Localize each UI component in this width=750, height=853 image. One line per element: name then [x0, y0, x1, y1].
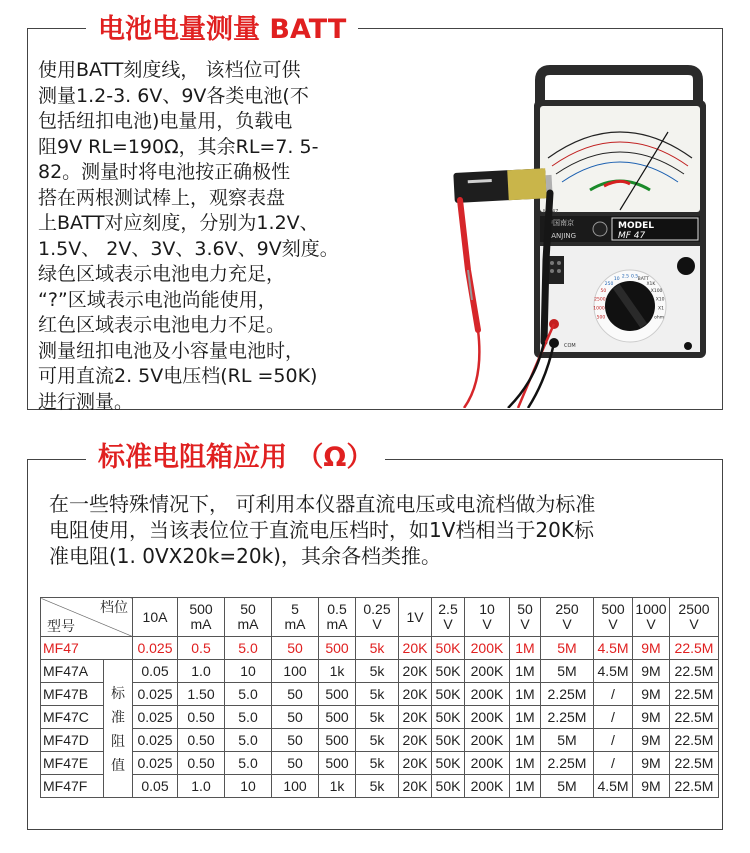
table-cell: 200K: [465, 683, 510, 706]
table-cell: 0.025: [133, 683, 178, 706]
table-cell: 9M: [633, 729, 670, 752]
column-header: [399, 598, 432, 637]
table-cell: 1M: [510, 706, 541, 729]
column-header: [510, 598, 541, 637]
table-cell: 1M: [510, 637, 541, 660]
table-row: [41, 637, 719, 660]
column-header-text: V: [562, 616, 572, 632]
table-cell: 9M: [633, 706, 670, 729]
dial-range-label: X1K: [646, 282, 656, 288]
table-cell: 0.025: [133, 729, 178, 752]
table-cell: 5M: [541, 637, 594, 660]
table-cell: 5.0: [225, 706, 272, 729]
table-cell: 5k: [356, 660, 399, 683]
column-header-text: mA: [284, 616, 306, 632]
model-cell: MF47: [41, 637, 133, 660]
column-header-text: V: [482, 616, 492, 632]
dial-range-label: 0.5: [631, 274, 639, 280]
battery-instructions-line: 进行测量。: [38, 390, 134, 413]
table-cell: 50: [272, 683, 319, 706]
table-cell: 1k: [319, 775, 356, 798]
table-cell: 200K: [465, 729, 510, 752]
model-cell: MF47C: [41, 706, 104, 729]
table-cell: 20K: [399, 729, 432, 752]
table-cell: 22.5M: [670, 752, 719, 775]
table-cell: 50: [272, 637, 319, 660]
table-cell: 5.0: [225, 637, 272, 660]
column-header: [541, 598, 594, 637]
table-cell: /: [594, 729, 633, 752]
table-cell: 0.05: [133, 660, 178, 683]
resistance-table: [40, 597, 719, 798]
table-cell: 10: [225, 775, 272, 798]
table-row: [41, 660, 719, 683]
resistor-description-text: [49, 491, 709, 569]
table-cell: 0.05: [133, 775, 178, 798]
table-cell: 9M: [633, 775, 670, 798]
table-cell: 500: [319, 729, 356, 752]
multimeter-illustration: [368, 60, 723, 408]
column-header: [356, 598, 399, 637]
column-header-text: 500: [189, 601, 213, 617]
table-cell: 20K: [399, 637, 432, 660]
model-cell: MF47A: [41, 660, 104, 683]
table-cell: 50: [272, 706, 319, 729]
table-cell: 200K: [465, 660, 510, 683]
table-cell: 5k: [356, 729, 399, 752]
table-cell: 22.5M: [670, 683, 719, 706]
table-cell: 1.0: [178, 660, 225, 683]
corner-model-label: 型号: [47, 618, 75, 634]
table-cell: 5k: [356, 752, 399, 775]
column-header: [133, 598, 178, 637]
table-cell: 20K: [399, 683, 432, 706]
table-cell: 22.5M: [670, 660, 719, 683]
resistor-section-title: 标准电阻箱应用 （Ω）: [86, 441, 385, 475]
table-cell: 4.5M: [594, 775, 633, 798]
column-header-text: 2.5: [438, 601, 458, 617]
battery-instructions-line: 82。测量时将电池按正确极性: [38, 161, 291, 183]
column-header-text: V: [689, 616, 699, 632]
column-header: [272, 598, 319, 637]
column-header-text: 2500: [678, 601, 710, 617]
battery-section-title: 电池电量测量 BATT: [86, 13, 358, 47]
column-header-text: 5: [291, 601, 299, 617]
table-cell: 0.5: [178, 637, 225, 660]
table-cell: 0.50: [178, 729, 225, 752]
resistor-description-line: 在一些特殊情况下， 可利用本仪器直流电压或电流档做为标准: [49, 492, 596, 516]
dial-range-label: 500: [596, 315, 606, 321]
table-cell: 0.025: [133, 752, 178, 775]
table-cell: 1M: [510, 729, 541, 752]
column-header-text: 1000: [635, 601, 667, 617]
column-header: [178, 598, 225, 637]
dial-range-label: X100: [650, 289, 663, 295]
column-header: [670, 598, 719, 637]
standard-resistance-char: 准: [111, 708, 125, 725]
table-cell: 0.50: [178, 706, 225, 729]
table-corner-cell: [41, 598, 133, 637]
column-header-text: mA: [190, 616, 212, 632]
table-cell: 200K: [465, 775, 510, 798]
column-header-text: mA: [326, 616, 348, 632]
dial-range-label: ohm: [654, 315, 665, 321]
table-cell: 200K: [465, 637, 510, 660]
table-cell: 1M: [510, 775, 541, 798]
table-cell: 100: [272, 660, 319, 683]
table-cell: 200K: [465, 752, 510, 775]
dial-range-label: X1: [658, 306, 664, 312]
table-cell: 9M: [633, 683, 670, 706]
table-cell: 1.50: [178, 683, 225, 706]
dial-range-label: 2.5: [621, 274, 629, 280]
dial-range-label: 50: [600, 289, 607, 295]
meter-brand-en-label: NANJING: [546, 232, 577, 240]
standard-resistance-char: 标: [111, 684, 125, 701]
meter-brand-label: 中国南京: [546, 219, 574, 227]
column-header-text: 500: [601, 601, 625, 617]
table-cell: 500: [319, 637, 356, 660]
meter-dial-small-label: MF-47: [543, 209, 559, 215]
table-cell: 4.5M: [594, 660, 633, 683]
table-cell: 500: [319, 683, 356, 706]
table-cell: 9M: [633, 637, 670, 660]
meter-com-label: COM: [564, 343, 576, 349]
dial-range-label: 250: [604, 282, 614, 288]
column-header-text: 0.5: [327, 601, 347, 617]
table-header-row: [41, 598, 719, 637]
table-cell: 20K: [399, 775, 432, 798]
battery-instructions-text: [38, 58, 378, 415]
table-cell: 10: [225, 660, 272, 683]
table-cell: 50K: [432, 683, 465, 706]
column-header-text: V: [608, 616, 618, 632]
table-cell: /: [594, 683, 633, 706]
table-cell: 100: [272, 775, 319, 798]
dial-range-label: 2500: [594, 297, 606, 303]
table-cell: 0.025: [133, 706, 178, 729]
table-row: [41, 729, 719, 752]
table-cell: 0.025: [133, 637, 178, 660]
battery-instructions-line: 使用BATT刻度线， 该档位可供: [38, 59, 301, 81]
table-cell: 1M: [510, 660, 541, 683]
column-header-text: V: [646, 616, 656, 632]
table-row: [41, 775, 719, 798]
table-cell: /: [594, 752, 633, 775]
dial-range-label: BATT: [637, 277, 649, 282]
resistor-description-line: 准电阻(1. 0VX20k=20k)，其余各档类推。: [49, 544, 441, 568]
table-row: [41, 752, 719, 775]
dial-range-label: 10: [613, 277, 620, 282]
table-cell: 20K: [399, 660, 432, 683]
model-cell: MF47B: [41, 683, 104, 706]
table-cell: 9M: [633, 752, 670, 775]
battery-instructions-line: 可用直流2. 5V电压档(RL =50K): [38, 365, 318, 387]
table-cell: 5.0: [225, 683, 272, 706]
column-header-text: 250: [555, 601, 579, 617]
battery-instructions-line: 红色区域表示电池电力不足。: [38, 314, 286, 336]
column-header-text: mA: [237, 616, 259, 632]
table-cell: 50K: [432, 706, 465, 729]
standard-resistance-char: 值: [111, 756, 125, 773]
column-header-text: 50: [240, 601, 256, 617]
table-cell: 5.0: [225, 752, 272, 775]
table-cell: 22.5M: [670, 775, 719, 798]
table-cell: 50K: [432, 637, 465, 660]
table-cell: 500: [319, 752, 356, 775]
table-cell: 50: [272, 752, 319, 775]
table-cell: 2.25M: [541, 683, 594, 706]
resistor-description-line: 电阻使用，当该表位位于直流电压档时，如1V档相当于20K标: [49, 518, 594, 542]
meter-model-value: MF 47: [618, 231, 646, 241]
standard-resistance-label: [104, 660, 133, 798]
model-cell: MF47E: [41, 752, 104, 775]
table-cell: 5M: [541, 729, 594, 752]
table-row: [41, 706, 719, 729]
column-header-text: V: [372, 616, 382, 632]
model-cell: MF47F: [41, 775, 104, 798]
battery-instructions-line: 绿色区域表示电池电力充足，: [38, 263, 286, 285]
table-cell: 0.50: [178, 752, 225, 775]
table-cell: 22.5M: [670, 637, 719, 660]
table-row: [41, 683, 719, 706]
table-cell: 2.25M: [541, 752, 594, 775]
table-cell: 50K: [432, 752, 465, 775]
dial-range-label: X10: [655, 297, 665, 303]
table-cell: 50K: [432, 775, 465, 798]
table-cell: 50K: [432, 729, 465, 752]
column-header-text: V: [520, 616, 530, 632]
column-header: [633, 598, 670, 637]
table-cell: 9M: [633, 660, 670, 683]
standard-resistance-char: 阻: [111, 732, 125, 749]
column-header-text: 0.25: [363, 601, 391, 617]
model-cell: MF47D: [41, 729, 104, 752]
battery-instructions-line: 搭在两根测试棒上，观察表盘: [38, 186, 286, 209]
table-cell: 5k: [356, 706, 399, 729]
battery-instructions-line: 测量1.2-3. 6V、9V各类电池(不: [38, 84, 309, 107]
table-cell: 4.5M: [594, 637, 633, 660]
table-cell: 1M: [510, 683, 541, 706]
table-cell: 500: [319, 706, 356, 729]
table-cell: 1M: [510, 752, 541, 775]
meter-model-label: MODEL: [618, 221, 654, 231]
battery-instructions-line: 测量纽扣电池及小容量电池时，: [38, 339, 305, 362]
column-header-text: 1V: [406, 608, 424, 625]
battery-instructions-line: “?”区域表示电池尚能使用，: [38, 288, 277, 311]
table-cell: /: [594, 706, 633, 729]
column-header-text: V: [443, 616, 453, 632]
battery-instructions-line: 阻9V RL=190Ω，其余RL=7. 5-: [38, 135, 319, 158]
battery-instructions-line: 包括纽扣电池)电量用，负载电: [38, 110, 293, 132]
table-cell: 1k: [319, 660, 356, 683]
table-cell: 200K: [465, 706, 510, 729]
table-cell: 5k: [356, 683, 399, 706]
table-cell: 50: [272, 729, 319, 752]
table-cell: 22.5M: [670, 706, 719, 729]
column-header-text: 10: [479, 601, 495, 617]
table-cell: 5k: [356, 637, 399, 660]
table-cell: 2.25M: [541, 706, 594, 729]
column-header: [225, 598, 272, 637]
table-cell: 5M: [541, 660, 594, 683]
column-header: [319, 598, 356, 637]
table-cell: 20K: [399, 706, 432, 729]
column-header-text: 10A: [142, 608, 168, 625]
table-cell: 20K: [399, 752, 432, 775]
battery-instructions-line: 1.5V、 2V、3V、3.6V、9V刻度。: [38, 237, 339, 260]
corner-range-label: 档位: [100, 599, 128, 615]
column-header: [432, 598, 465, 637]
column-header: [465, 598, 510, 637]
table-cell: 5M: [541, 775, 594, 798]
battery-instructions-line: 上BATT对应刻度，分别为1.2V、: [38, 212, 319, 234]
column-header: [594, 598, 633, 637]
column-header-text: 50: [517, 601, 533, 617]
table-cell: 50K: [432, 660, 465, 683]
dial-range-label: 1000: [593, 306, 605, 312]
table-cell: 5k: [356, 775, 399, 798]
table-cell: 22.5M: [670, 729, 719, 752]
table-cell: 5.0: [225, 729, 272, 752]
table-cell: 1.0: [178, 775, 225, 798]
